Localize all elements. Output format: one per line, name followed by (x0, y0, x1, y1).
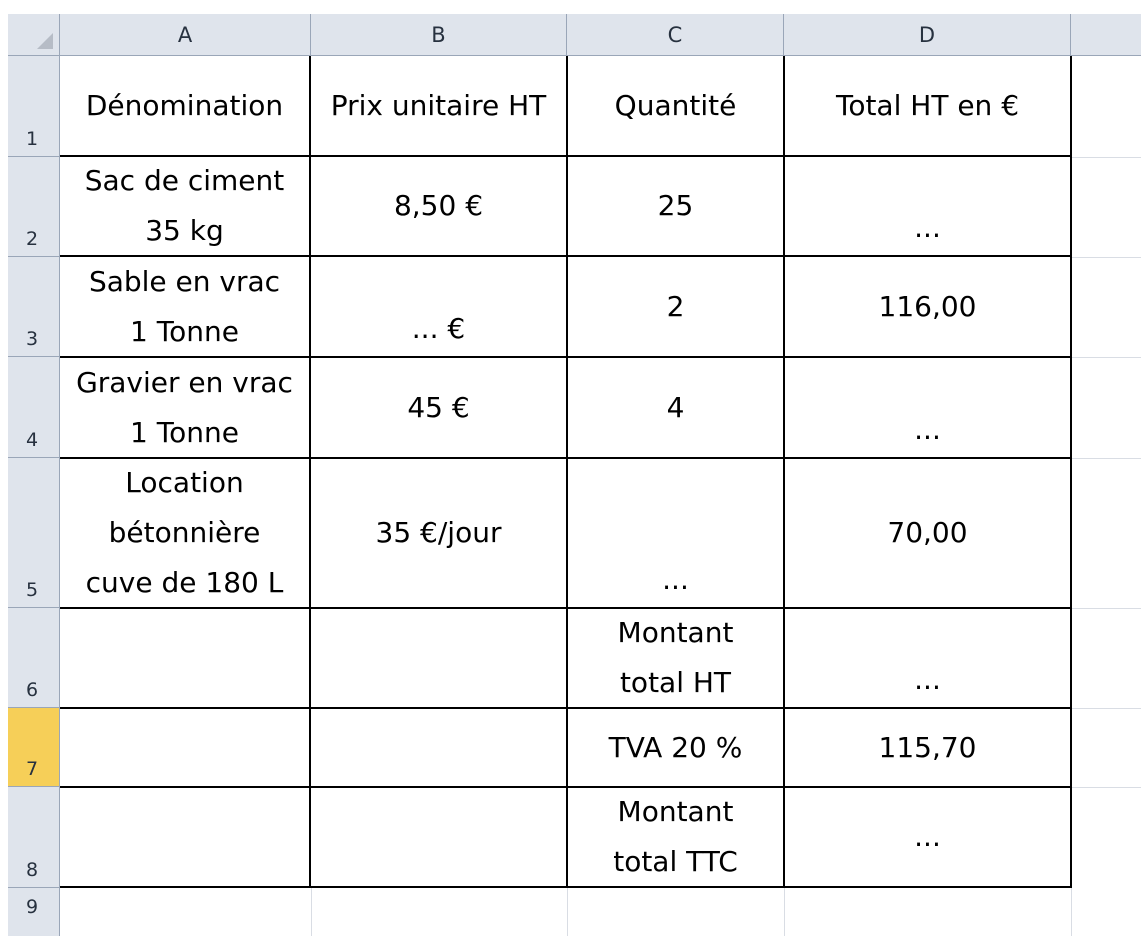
gridline (784, 888, 785, 936)
cell-b4[interactable]: 45 € (407, 390, 470, 424)
column-header-c[interactable]: C (567, 14, 784, 56)
cell-b6[interactable] (311, 609, 566, 707)
gridline (1072, 458, 1141, 459)
cell-b8[interactable] (311, 788, 566, 886)
gridline (1072, 157, 1141, 158)
row-header-3[interactable]: 3 (8, 257, 60, 357)
gridline (1072, 257, 1141, 258)
cell-d8[interactable]: ... (914, 820, 941, 853)
cell-a1[interactable]: Dénomination (85, 88, 284, 122)
cell-a6[interactable] (60, 609, 309, 707)
cell-d3[interactable]: 116,00 (878, 289, 977, 323)
cell-d6[interactable]: ... (914, 663, 941, 696)
cell-c7[interactable]: TVA 20 % (608, 730, 743, 764)
select-all-button[interactable] (8, 14, 60, 56)
row-header-9[interactable]: 9 (8, 888, 60, 936)
cell-c3[interactable]: 2 (666, 289, 685, 323)
column-header-b[interactable]: B (311, 14, 567, 56)
gridline (1072, 708, 1141, 709)
cell-a8[interactable] (60, 788, 309, 886)
row-header-8[interactable]: 8 (8, 787, 60, 888)
select-all-icon (37, 33, 53, 49)
cell-c6[interactable]: Montant total HT (617, 616, 734, 699)
cell-a2[interactable]: Sac de ciment 35 kg (84, 164, 285, 247)
cell-a4[interactable]: Gravier en vrac 1 Tonne (76, 365, 293, 449)
cell-d7[interactable]: 115,70 (878, 730, 977, 764)
row-header-4[interactable]: 4 (8, 357, 60, 458)
table-border (1070, 56, 1072, 888)
row-header-6[interactable]: 6 (8, 608, 60, 708)
gridline (567, 888, 568, 936)
cell-b5[interactable]: 35 €/jour (375, 516, 502, 549)
cell-b7[interactable] (311, 709, 566, 786)
cell-a7[interactable] (60, 709, 309, 786)
column-header-d[interactable]: D (784, 14, 1071, 56)
cell-b2[interactable]: 8,50 € (393, 189, 484, 222)
cell-c1[interactable]: Quantité (614, 88, 737, 122)
cell-d4[interactable]: ... (914, 413, 941, 446)
cell-c2[interactable]: 25 (657, 189, 694, 222)
cell-c8[interactable]: Montant total TTC (613, 795, 738, 878)
row-header-5[interactable]: 5 (8, 458, 60, 608)
cell-b3[interactable]: ... € (411, 312, 466, 345)
cell-d2[interactable]: ... (914, 211, 941, 244)
cell-c4[interactable]: 4 (666, 390, 685, 424)
gridline (311, 888, 312, 936)
gridline (1072, 787, 1141, 788)
cell-c5[interactable]: ... (662, 563, 689, 596)
cell-a5[interactable]: Location bétonnière cuve de 180 L (85, 466, 284, 599)
cell-b1[interactable]: Prix unitaire HT (330, 88, 547, 122)
cell-a3[interactable]: Sable en vrac 1 Tonne (88, 264, 281, 348)
row-header-1[interactable]: 1 (8, 56, 60, 157)
cell-d5[interactable]: 70,00 (887, 516, 968, 549)
ribbon-edge (0, 0, 1141, 14)
table-border (60, 886, 1072, 888)
gridline (1072, 357, 1141, 358)
column-header-e[interactable] (1071, 14, 1141, 56)
gridline (1072, 608, 1141, 609)
row-header-2[interactable]: 2 (8, 157, 60, 257)
cell-d1[interactable]: Total HT en € (835, 88, 1020, 122)
row-header-7-selected[interactable]: 7 (8, 708, 60, 787)
column-header-a[interactable]: A (60, 14, 311, 56)
